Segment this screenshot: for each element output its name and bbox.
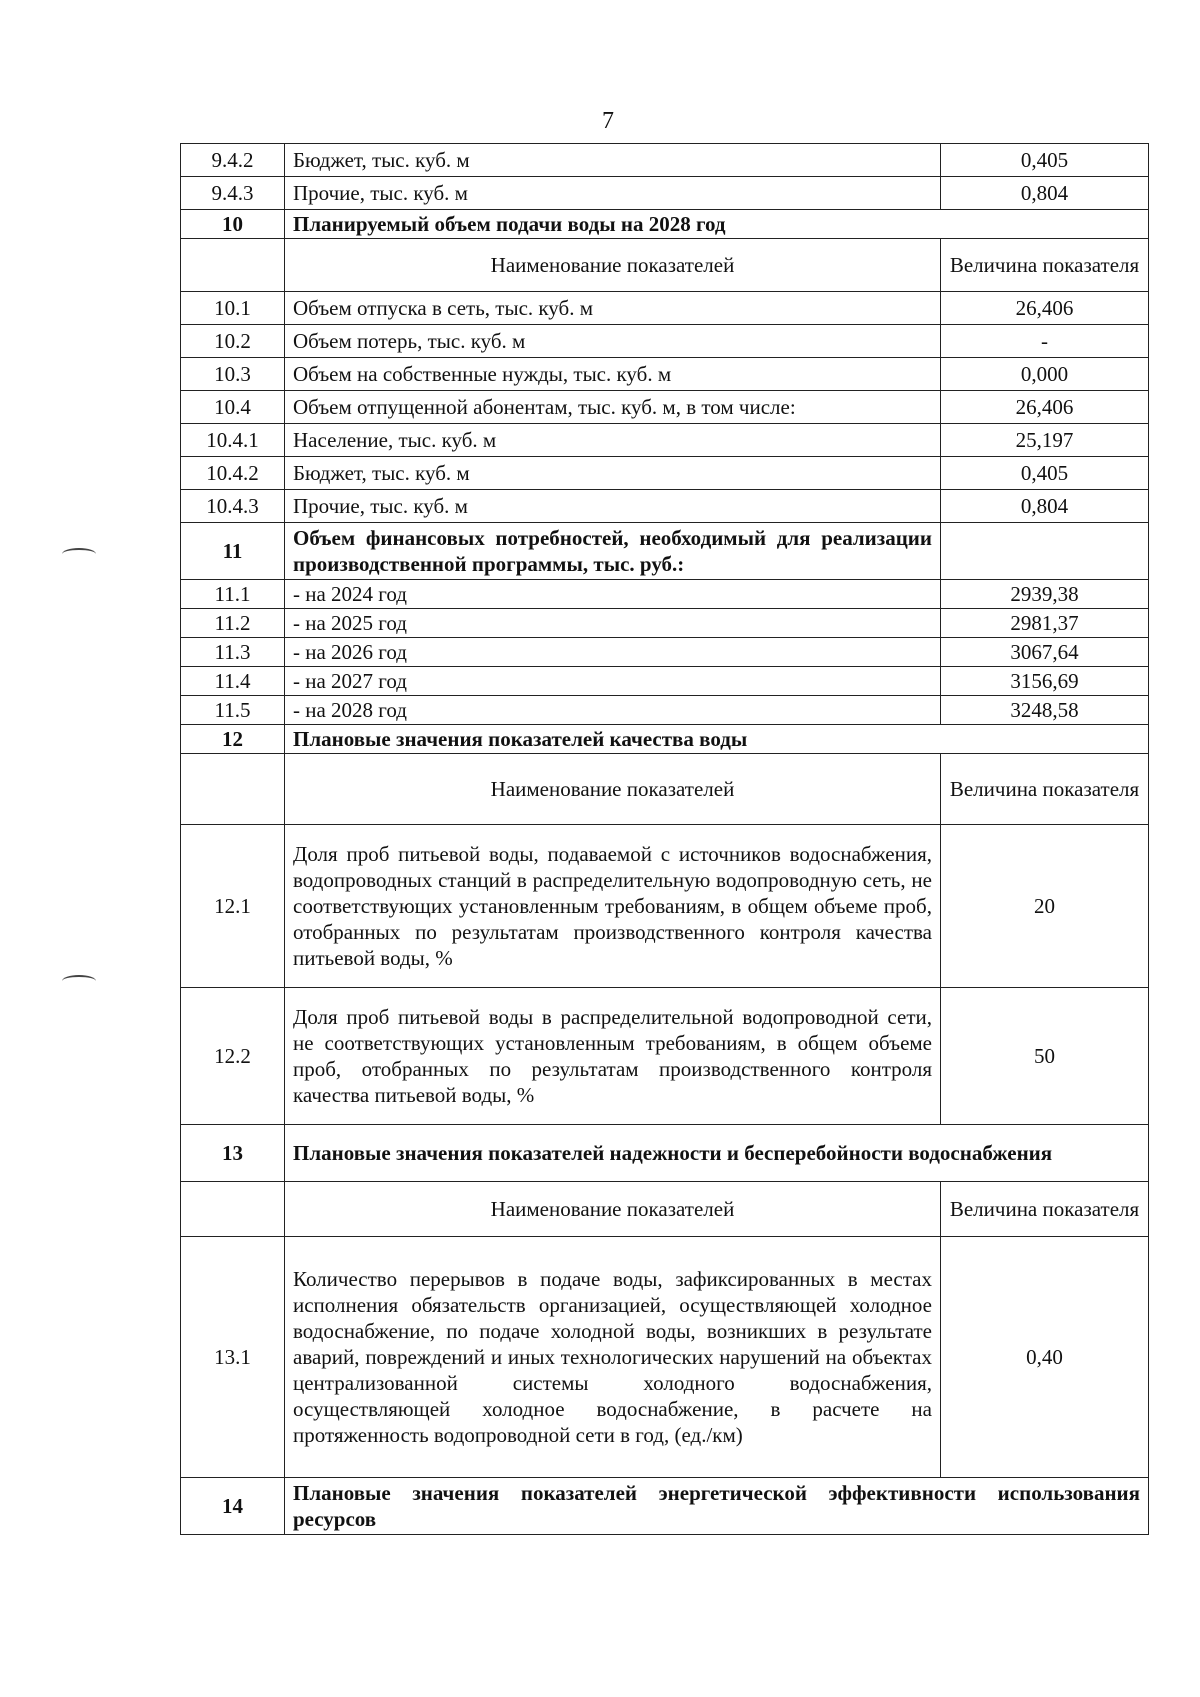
row-number: 11.3	[181, 638, 285, 667]
row-number: 10.4.1	[181, 424, 285, 457]
empty-cell	[941, 523, 1149, 580]
row-number: 11.4	[181, 667, 285, 696]
row-number: 10.3	[181, 358, 285, 391]
row-value: 0,000	[941, 358, 1149, 391]
row-name: - на 2028 год	[285, 696, 941, 725]
row-number: 10.1	[181, 292, 285, 325]
row-value: -	[941, 325, 1149, 358]
section-number: 11	[181, 523, 285, 580]
section-number: 12	[181, 725, 285, 754]
row-number: 10.2	[181, 325, 285, 358]
row-number: 12.2	[181, 988, 285, 1125]
row-value: 3067,64	[941, 638, 1149, 667]
row-value: 50	[941, 988, 1149, 1125]
row-value: 2981,37	[941, 609, 1149, 638]
row-name: - на 2024 год	[285, 580, 941, 609]
row-number: 12.1	[181, 825, 285, 988]
table-row	[181, 609, 1149, 638]
row-number: 9.4.2	[181, 144, 285, 177]
column-header-name: Наименование показателей	[285, 239, 941, 292]
row-number: 11.2	[181, 609, 285, 638]
row-name: - на 2027 год	[285, 667, 941, 696]
row-name: Количество перерывов в подаче воды, зафиксированных в местах исполнения обязательств организацией, осуществляющей холодное водоснабжение, по подаче холодной воды, возникших в результате аварий, повреждений и иных технологических нарушений на объектах централизованной системы холодного водоснабжения, осуществляющей холодное водоснабжение, в расчете на протяженность водопроводной сети в год, (ед./км)	[285, 1237, 941, 1478]
row-name: - на 2025 год	[285, 609, 941, 638]
row-number: 11.5	[181, 696, 285, 725]
row-number: 11.1	[181, 580, 285, 609]
table-row	[181, 457, 1149, 490]
column-header-value: Величина показателя	[941, 754, 1149, 825]
section-number: 14	[181, 1478, 285, 1535]
page-number: 7	[602, 108, 614, 134]
table-row	[181, 358, 1149, 391]
table-row	[181, 638, 1149, 667]
empty-cell	[181, 754, 285, 825]
section-number: 13	[181, 1125, 285, 1182]
empty-cell	[181, 239, 285, 292]
empty-cell	[181, 1182, 285, 1237]
table-row	[181, 424, 1149, 457]
row-number: 10.4.2	[181, 457, 285, 490]
indicators-table	[180, 143, 1149, 1535]
column-header-row	[181, 239, 1149, 292]
table-row	[181, 580, 1149, 609]
section-row	[181, 1478, 1149, 1535]
section-title: Плановые значения показателей энергетической эффективности использования ресурсов	[285, 1478, 1149, 1535]
table-row	[181, 490, 1149, 523]
row-number: 13.1	[181, 1237, 285, 1478]
row-value: 0,405	[941, 457, 1149, 490]
section-number: 10	[181, 210, 285, 239]
row-value: 0,804	[941, 490, 1149, 523]
row-value: 26,406	[941, 292, 1149, 325]
row-name: Доля проб питьевой воды в распределительной водопроводной сети, не соответствующих установленным требованиям, в общем объеме проб, отобранных по результатам производственного контроля качества питьевой воды, %	[285, 988, 941, 1125]
row-value: 0,40	[941, 1237, 1149, 1478]
table-row	[181, 825, 1149, 988]
row-name: Доля проб питьевой воды, подаваемой с источников водоснабжения, водопроводных станций в распределительную водопроводную сеть, не соответствующих установленным требованиям, в общем объеме проб, отобранных по результатам производственного контроля качества питьевой воды, %	[285, 825, 941, 988]
row-value: 3248,58	[941, 696, 1149, 725]
row-value: 26,406	[941, 391, 1149, 424]
row-value: 25,197	[941, 424, 1149, 457]
table-row	[181, 391, 1149, 424]
row-name: Прочие, тыс. куб. м	[285, 177, 941, 210]
column-header-name: Наименование показателей	[285, 1182, 941, 1237]
table-row	[181, 144, 1149, 177]
row-name: - на 2026 год	[285, 638, 941, 667]
scan-artifact	[62, 548, 96, 560]
row-value: 0,405	[941, 144, 1149, 177]
column-header-value: Величина показателя	[941, 239, 1149, 292]
section-title: Объем финансовых потребностей, необходимый для реализации производственной программы, тыс. руб.:	[285, 523, 941, 580]
table-row	[181, 325, 1149, 358]
section-title: Планируемый объем подачи воды на 2028 год	[285, 210, 1149, 239]
table-row	[181, 988, 1149, 1125]
column-header-row	[181, 754, 1149, 825]
row-number: 10.4	[181, 391, 285, 424]
section-title: Плановые значения показателей качества воды	[285, 725, 1149, 754]
scan-artifact	[62, 975, 96, 987]
column-header-name: Наименование показателей	[285, 754, 941, 825]
row-name: Объем отпущенной абонентам, тыс. куб. м, в том числе:	[285, 391, 941, 424]
row-name: Объем отпуска в сеть, тыс. куб. м	[285, 292, 941, 325]
column-header-value: Величина показателя	[941, 1182, 1149, 1237]
row-name: Бюджет, тыс. куб. м	[285, 144, 941, 177]
row-number: 10.4.3	[181, 490, 285, 523]
row-value: 0,804	[941, 177, 1149, 210]
section-row	[181, 1125, 1149, 1182]
column-header-row	[181, 1182, 1149, 1237]
table-row	[181, 667, 1149, 696]
row-number: 9.4.3	[181, 177, 285, 210]
table-row	[181, 292, 1149, 325]
table-row	[181, 696, 1149, 725]
row-name: Объем на собственные нужды, тыс. куб. м	[285, 358, 941, 391]
row-name: Прочие, тыс. куб. м	[285, 490, 941, 523]
section-row	[181, 210, 1149, 239]
row-value: 20	[941, 825, 1149, 988]
row-value: 2939,38	[941, 580, 1149, 609]
table-row	[181, 177, 1149, 210]
row-name: Объем потерь, тыс. куб. м	[285, 325, 941, 358]
row-name: Бюджет, тыс. куб. м	[285, 457, 941, 490]
row-value: 3156,69	[941, 667, 1149, 696]
table-row	[181, 1237, 1149, 1478]
section-title: Плановые значения показателей надежности и бесперебойности водоснабжения	[285, 1125, 1149, 1182]
row-name: Население, тыс. куб. м	[285, 424, 941, 457]
section-row	[181, 725, 1149, 754]
section-row	[181, 523, 1149, 580]
